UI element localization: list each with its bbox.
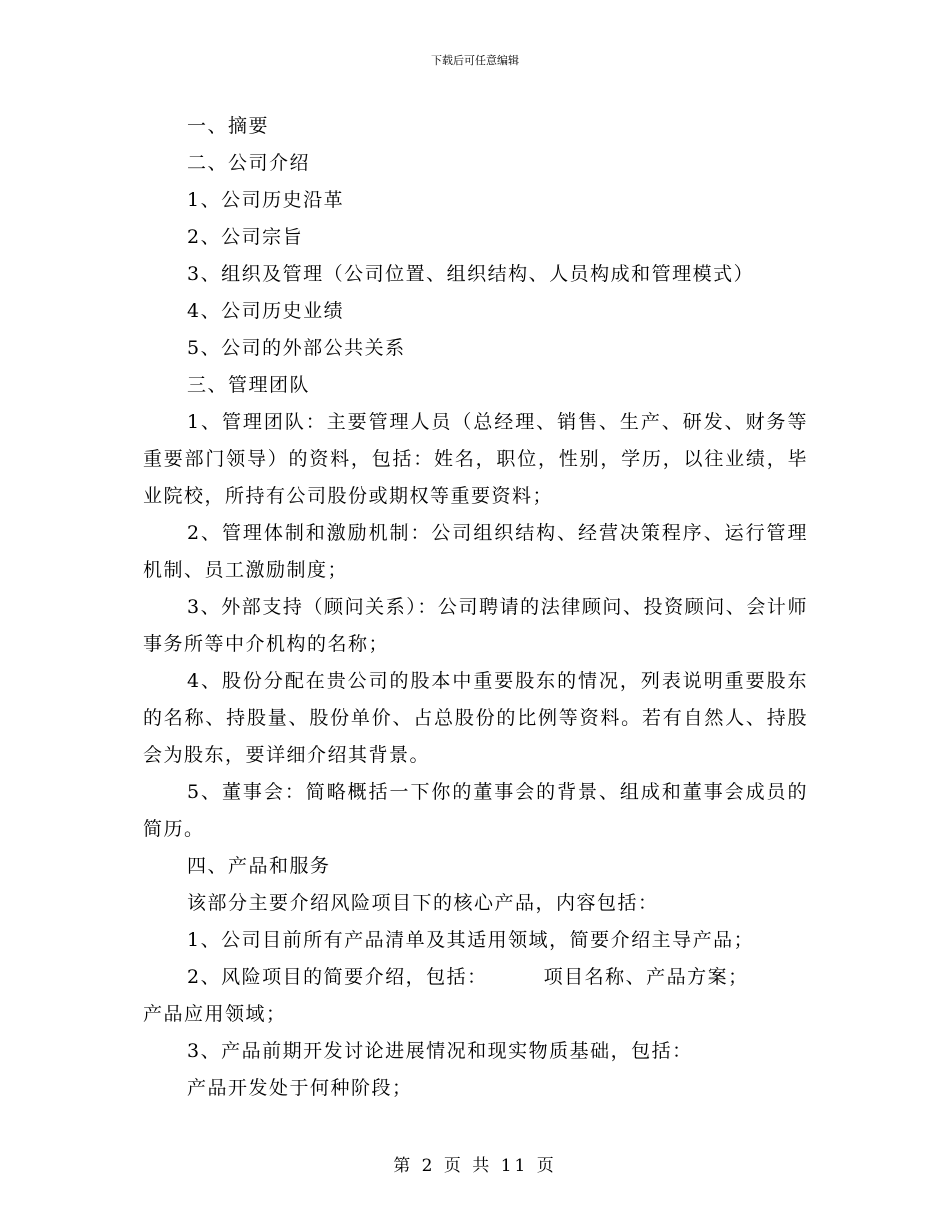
- list-item-text: 2、风险项目的简要介绍，包括：: [187, 966, 488, 988]
- paragraph-external-support: 3、外部支持（顾问关系）：公司聘请的法律顾问、投资顾问、会计师事务所等中介机构的名称；: [143, 596, 808, 655]
- list-item: 产品开发处于何种阶段；: [187, 1077, 413, 1099]
- list-item: 3、产品前期开发讨论进展情况和现实物质基础，包括：: [187, 1040, 693, 1062]
- heading-summary: 一、摘要: [187, 115, 270, 137]
- paragraph-products-intro: 该部分主要介绍风险项目下的核心产品，内容包括：: [187, 892, 659, 914]
- document-body: [143, 108, 808, 1107]
- page-number: 第 2 页 共 11 页: [393, 1156, 557, 1176]
- paragraph-management-system: 2、管理体制和激励机制：公司组织结构、经营决策程序、运行管理机制、员工激励制度；: [143, 522, 808, 581]
- list-item: 5、公司的外部公共关系: [187, 337, 406, 359]
- paragraph-management-team: 1、管理团队：主要管理人员（总经理、销售、生产、研发、财务等重要部门领导）的资料，包括：姓名，职位，性别，学历，以往业绩，毕业院校，所持有公司股份或期权等重要资料；: [143, 411, 808, 507]
- heading-products-services: 四、产品和服务: [187, 855, 331, 877]
- list-item: 产品应用领域；: [143, 1003, 287, 1025]
- list-item: 4、公司历史业绩: [187, 300, 345, 322]
- list-item: 1、公司历史沿革: [187, 189, 345, 211]
- list-item-text: 项目名称、产品方案；: [543, 966, 749, 988]
- list-item: [143, 959, 808, 996]
- list-item: 1、公司目前所有产品清单及其适用领域，简要介绍主导产品；: [187, 929, 755, 951]
- paragraph-share-distribution: 4、股份分配在贵公司的股本中重要股东的情况，列表说明重要股东的名称、持股量、股份单价、占总股份的比例等资料。若有自然人、持股会为股东，要详细介绍其背景。: [143, 670, 808, 766]
- page-header: 下载后可任意编辑: [431, 54, 519, 67]
- paragraph-board: 5、董事会：简略概括一下你的董事会的背景、组成和董事会成员的简历。: [143, 781, 808, 840]
- list-item: 2、公司宗旨: [187, 226, 304, 248]
- heading-company-intro: 二、公司介绍: [187, 152, 311, 174]
- list-item: 3、组织及管理（公司位置、组织结构、人员构成和管理模式）: [187, 263, 755, 285]
- heading-management-team: 三、管理团队: [187, 374, 311, 396]
